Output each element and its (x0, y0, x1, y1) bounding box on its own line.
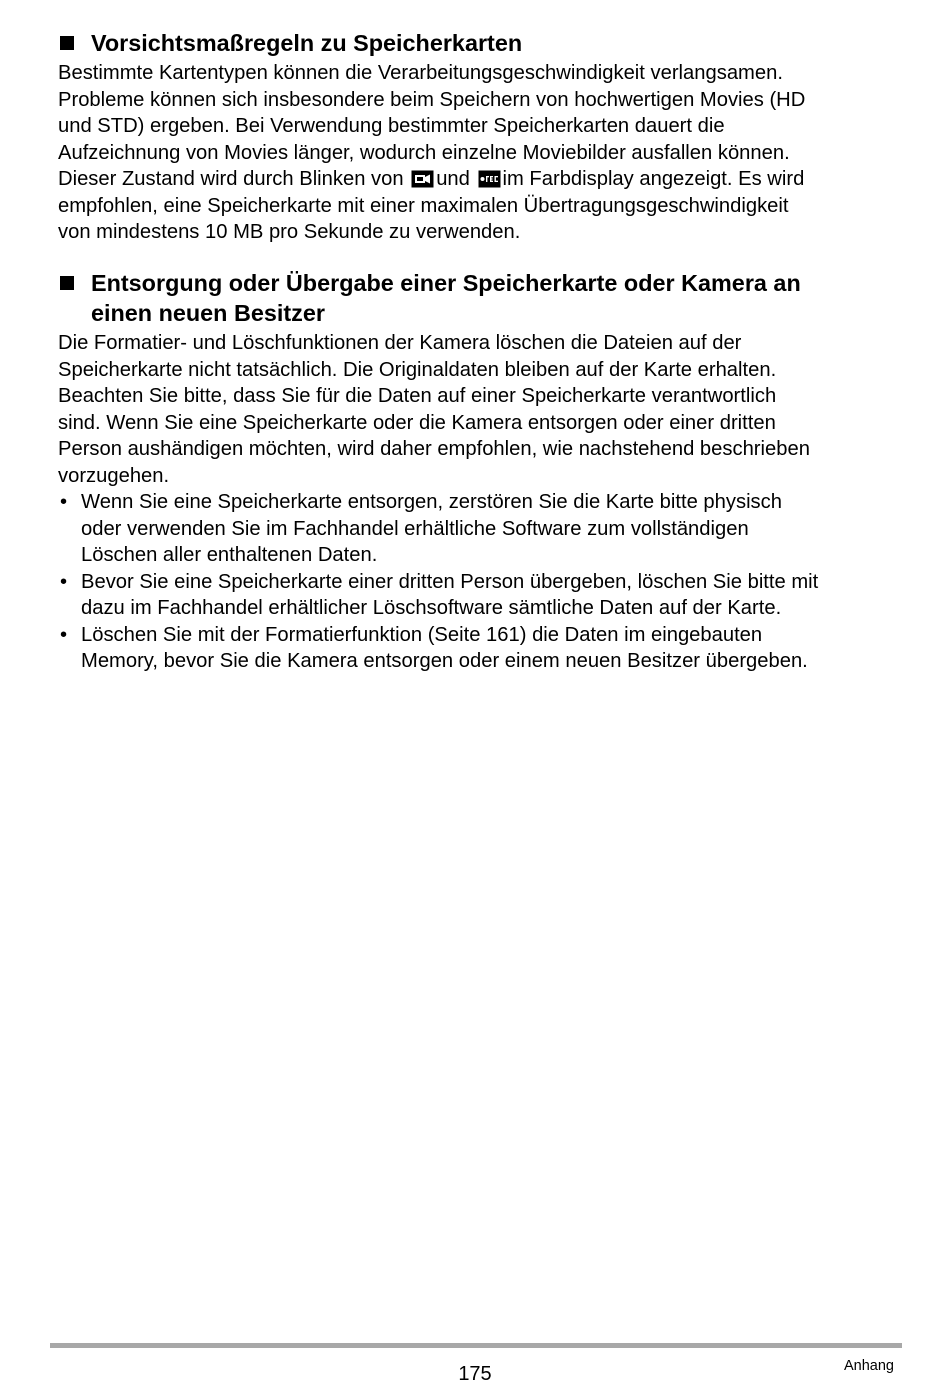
bullet-dot-icon: • (60, 623, 68, 646)
list-item-line: dazu im Fachhandel erhältlicher Löschsoftware sämtliche Daten auf der Karte. (81, 597, 782, 619)
list-item-line: Löschen Sie mit der Formatierfunktion (Seite 161) die Daten im eingebauten (81, 623, 763, 646)
paragraph-line-with-icons (58, 166, 898, 193)
paragraph-line: Probleme können sich insbesondere beim Speichern von hochwertigen Movies (HD (58, 88, 806, 111)
rec-icon (478, 170, 501, 188)
paragraph-line: vorzugehen. (58, 464, 170, 487)
movie-mode-icon (411, 170, 434, 188)
text-part: Dieser Zustand wird durch Blinken von (58, 168, 404, 190)
list-item-text (81, 489, 898, 569)
list-item-line: Wenn Sie eine Speicherkarte entsorgen, zerstören Sie die Karte bitte physisch (81, 491, 782, 513)
square-bullet-icon (60, 36, 74, 50)
paragraph-line: Die Formatier- und Löschfunktionen der Kamera löschen die Dateien auf der (58, 332, 742, 354)
text-part: und (436, 168, 470, 190)
list-item-line: oder verwenden Sie im Fachhandel erhältliche Software zum vollständigen (81, 517, 749, 540)
bullet-dot-icon: • (60, 491, 68, 513)
footer-section-label: Anhang (844, 1358, 894, 1374)
list-item-text (81, 569, 898, 622)
bullet-list (58, 489, 898, 675)
heading-text (91, 268, 898, 328)
heading-text: Vorsichtsmaßregeln zu Speicherkarten (91, 30, 523, 56)
paragraph-line: Beachten Sie bitte, dass Sie für die Daten auf einer Speicherkarte verantwortlich (58, 385, 777, 407)
section-memory-card-precautions (58, 28, 898, 246)
section-paragraph (58, 330, 898, 489)
list-item-line: Bevor Sie eine Speicherkarte einer dritten Person übergeben, löschen Sie bitte mit (81, 570, 819, 593)
heading-line: Entsorgung oder Übergabe einer Speicherkarte oder Kamera an (91, 270, 801, 296)
list-item (58, 489, 898, 569)
section-disposal-transfer (58, 268, 898, 675)
section-paragraph (58, 60, 898, 246)
list-item (58, 622, 898, 675)
paragraph-line: Aufzeichnung von Movies länger, wodurch einzelne Moviebilder ausfallen können. (58, 141, 790, 164)
footer-rule (50, 1343, 902, 1348)
square-bullet-icon (60, 276, 74, 290)
list-item-line: Löschen aller enthaltenen Daten. (81, 544, 378, 566)
paragraph-line: Bestimmte Kartentypen können die Verarbeitungsgeschwindigkeit verlangsamen. (58, 62, 783, 84)
list-item-line: Memory, bevor Sie die Kamera entsorgen oder einem neuen Besitzer übergeben. (81, 650, 808, 672)
list-item-text (81, 622, 898, 675)
paragraph-line: Person aushändigen möchten, wird daher empfohlen, wie nachstehend beschrieben (58, 438, 810, 460)
paragraph-line: Speicherkarte nicht tatsächlich. Die Originaldaten bleiben auf der Karte erhalten. (58, 358, 777, 381)
list-item (58, 569, 898, 622)
paragraph-line: empfohlen, eine Speicherkarte mit einer maximalen Übertragungsgeschwindigkeit (58, 194, 789, 217)
page-number: 175 (458, 1363, 492, 1385)
heading-line: einen neuen Besitzer (91, 300, 325, 326)
section-heading (58, 28, 898, 58)
paragraph-line: sind. Wenn Sie eine Speicherkarte oder die Kamera entsorgen oder einer dritten (58, 411, 776, 434)
paragraph-line: von mindestens 10 MB pro Sekunde zu verwenden. (58, 221, 521, 243)
paragraph-line: und STD) ergeben. Bei Verwendung bestimmter Speicherkarten dauert die (58, 115, 725, 137)
bullet-dot-icon: • (60, 570, 68, 593)
section-heading (58, 268, 898, 328)
text-part: im Farbdisplay angezeigt. Es wird (502, 168, 805, 190)
